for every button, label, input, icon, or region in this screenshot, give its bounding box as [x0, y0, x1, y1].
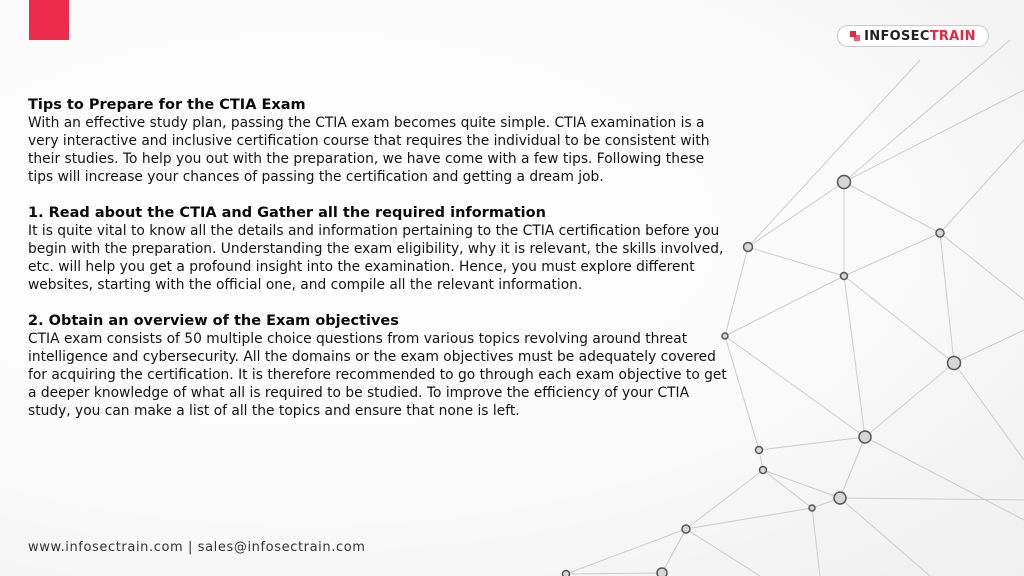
article-content — [28, 96, 728, 420]
section-heading: 2. Obtain an overview of the Exam objectives — [28, 313, 399, 329]
section-heading: Tips to Prepare for the CTIA Exam — [28, 97, 306, 113]
section-body: It is quite vital to know all the details and information pertaining to the CTIA certification before you begin with the preparation. Understanding the exam eligibility, why it is relevant, the skills involved, etc. will help you get a profound insight into the examination. Hence, you must explore different websites, starting with the official one, and compile all the relevant information. — [28, 223, 724, 293]
section-body: With an effective study plan, passing the CTIA exam becomes quite simple. CTIA examination is a very interactive and inclusive certification course that requires the individual to be consistent with their studies. To help you out with the preparation, we have come with a few tips. Following these tips will increase your chances of passing the certification and getting a dream job. — [28, 115, 710, 185]
section-heading: 1. Read about the CTIA and Gather all the required information — [28, 205, 546, 221]
section-read-about-ctia — [28, 204, 728, 294]
footer-contact[interactable]: www.infosectrain.com | sales@infosectrain.com — [28, 540, 366, 555]
section-body: CTIA exam consists of 50 multiple choice questions from various topics revolving around threat intelligence and cybersecurity. All the domains or the exam objectives must be adequately covered for acquiring the certification. It is therefore recommended to go through each exam objective to get a deeper knowledge of what all is required to be studied. To improve the efficiency of your CTIA study, you can make a list of all the topics and ensure that none is left. — [28, 331, 727, 419]
section-exam-objectives — [28, 312, 728, 420]
logo-text-main: INFOSEC — [864, 28, 930, 44]
logo-text-accent: TRAIN — [929, 28, 976, 44]
section-intro — [28, 96, 728, 186]
